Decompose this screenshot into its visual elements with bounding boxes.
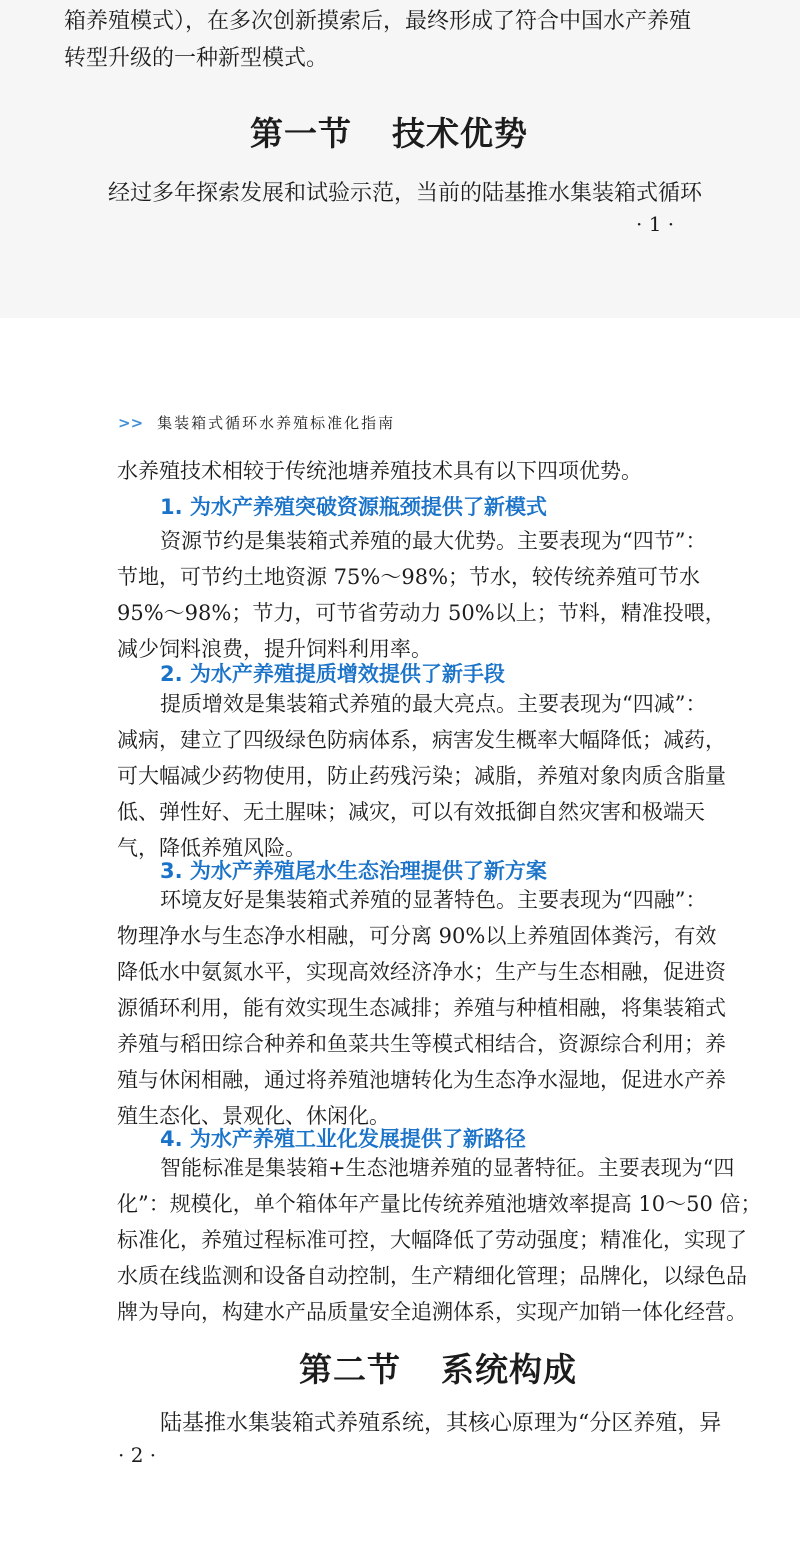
body-line: 低、弹性好、无土腥味；减灾，可以有效抵御自然灾害和极端天: [117, 800, 705, 824]
section-number: 第一节: [250, 114, 352, 153]
body-line: 气，降低养殖风险。: [117, 836, 306, 860]
subheading-3: 3. 为水产养殖尾水生态治理提供了新方案: [160, 859, 547, 883]
body-line: 提质增效是集装箱式养殖的最大亮点。主要表现为“四减”：: [160, 692, 707, 716]
opening-line: 水养殖技术相较于传统池塘养殖技术具有以下四项优势。: [117, 459, 642, 483]
section-title: 技术优势: [392, 114, 528, 153]
running-head: [118, 412, 395, 433]
body-line: 养殖与稻田综合种养和鱼菜共生等模式相结合，资源综合利用；养: [117, 1032, 726, 1056]
intro-line-1: 箱养殖模式），在多次创新摸索后，最终形成了符合中国水产养殖: [64, 9, 692, 34]
body-line: 牌为导向，构建水产品质量安全追溯体系，实现产加销一体化经营。: [117, 1300, 747, 1324]
section-number: 第二节: [299, 1350, 401, 1389]
page-number: · 2 ·: [118, 1443, 157, 1467]
section-heading-2: [299, 1344, 577, 1391]
page-number: · 1 ·: [636, 212, 675, 236]
running-head-mark: >>: [118, 414, 144, 432]
body-line: 化”：规模化，单个箱体年产量比传统养殖池塘效率提高 10～50 倍；: [117, 1192, 762, 1216]
closing-line: 陆基推水集装箱式养殖系统，其核心原理为“分区养殖，异: [160, 1411, 722, 1436]
subheading-1: 1. 为水产养殖突破资源瓶颈提供了新模式: [160, 495, 547, 519]
body-line: 降低水中氨氮水平，实现高效经济净水；生产与生态相融，促进资: [117, 960, 726, 984]
body-line: 减少饲料浪费，提升饲料利用率。: [117, 637, 432, 661]
running-head-title: 集装箱式循环水养殖标准化指南: [157, 414, 396, 432]
section-heading-1: [250, 108, 528, 155]
intro-line-2: 转型升级的一种新型模式。: [64, 46, 329, 71]
body-line: 减病，建立了四级绿色防病体系，病害发生概率大幅降低；减药，: [117, 728, 726, 752]
body-line: 95%～98%；节力，可节省劳动力 50%以上；节料，精准投喂，: [117, 601, 726, 625]
body-line: 殖与休闲相融，通过将养殖池塘转化为生态净水湿地，促进水产养: [117, 1068, 726, 1092]
section-title: 系统构成: [441, 1350, 577, 1389]
body-line: 资源节约是集装箱式养殖的最大优势。主要表现为“四节”：: [160, 529, 707, 553]
page-1: [0, 0, 800, 319]
body-line: 物理净水与生态净水相融，可分离 90%以上养殖固体粪污，有效: [117, 924, 717, 948]
body-line: 源循环利用，能有效实现生态减排；养殖与种植相融，将集装箱式: [117, 996, 726, 1020]
body-line: 可大幅减少药物使用，防止药残污染；减脂，养殖对象肉质含脂量: [117, 764, 726, 788]
page-2: [0, 318, 800, 1546]
subheading-4: 4. 为水产养殖工业化发展提供了新路径: [160, 1127, 526, 1151]
body-line: 标准化，养殖过程标准可控，大幅降低了劳动强度；精准化，实现了: [117, 1228, 747, 1252]
body-line: 智能标准是集装箱+生态池塘养殖的显著特征。主要表现为“四: [160, 1156, 735, 1180]
body-line: 节地，可节约土地资源 75%～98%；节水，较传统养殖可节水: [117, 565, 701, 589]
body-line: 水质在线监测和设备自动控制，生产精细化管理；品牌化，以绿色品: [117, 1264, 747, 1288]
body-line: 环境友好是集装箱式养殖的显著特色。主要表现为“四融”：: [160, 888, 707, 912]
subheading-2: 2. 为水产养殖提质增效提供了新手段: [160, 662, 505, 686]
closing-line: 经过多年探索发展和试验示范，当前的陆基推水集装箱式循环: [108, 181, 703, 206]
body-line: 殖生态化、景观化、休闲化。: [117, 1104, 390, 1128]
